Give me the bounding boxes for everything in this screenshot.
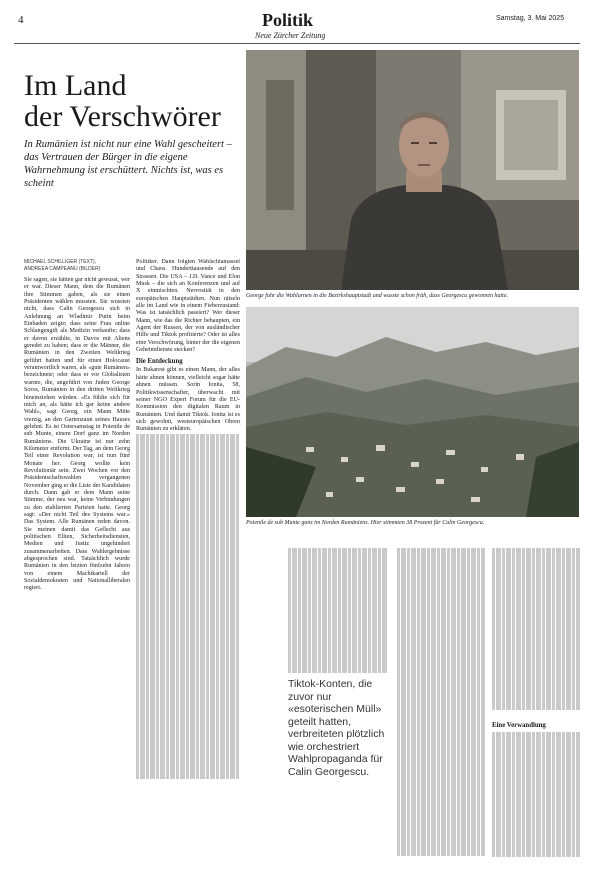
article-headline [24, 70, 221, 132]
article-column-2 [136, 259, 240, 862]
portrait-photo [246, 50, 579, 290]
column-2-continued-text [136, 434, 240, 784]
subhead-entdeckung: Die Entdeckung [136, 358, 183, 366]
article-column-1: Sie sagen, sie hätten gar nicht gewusst, wer er war. Dieser Mann, dem die Rumänen ihre Stimmen gaben, als sie einen Präsidenten wählen mussten. Sie wussten nicht, dass Calin Georgescu sich in Anlehnung an Wladimir Putin beim Einbaden zeigte; dass seine Frau online Schlangengift als Medizin verkaufte; dass er davon erzählte, in Davos mit Aliens geredet zu haben; dass er die Männer, die Rumänien in den Zweiten Weltkrieg geführt hatten und für einen Holocaust verantwortlich waren, als «gute Rumänen» bezeichnete; oder dass er vor Globalisten warnte, die, angeführt von Juden George Soros, Rumänien in den dritten Weltkrieg hineinziehen würden. «Es fühlte sich für mich an, als hätte ich gar keine andere Wahl», sagt Georg, ein Mann Mitte vierzig, an den Gartenzaun seines Hauses gelehnt. Es ist Ostersamstag in Poienile de sub Munte, einem Dorf ganz im Norden Rumäniens. Die Ukraine ist nur zehn Kilometer entfernt. Der Tag, an dem Georg Teil einer Revolution war, ist nun fünf Monate her. Georg wollte kein Revolutionär sein. Zwei Wochen vor den Präsidentschaftswahlen vergangenen November ging er die Liste der Kandidaten durch. Dann gab er dem Mann seine Stimme, der neu war, keine Verbindungen zu den etablierten Parteien hatte. Georg sagt: «Der nicht Teil des Systems war.» Das System. Alle Rumänen reden davon. Sie meinen damit das Geflecht aus politischen Eliten, Sicherheitsdiensten, Medien und Justiz ungehindert zusammenarbeiten. Dass Wahlergebnisse abgesprochen sind. Tatsächlich wurde Rumänien in den letzten fünfzehn Jahren von einem Machtkartell der Sozialdemokraten und Nationalliberalen regiert. [24, 277, 130, 592]
headline-line-1: Im Land [24, 69, 127, 102]
subhead-verwandlung: Eine Verwandlung [492, 722, 546, 729]
page-number: 4 [18, 14, 24, 26]
newspaper-name: Neue Zürcher Zeitung [255, 31, 326, 40]
column-4a-text [492, 548, 580, 714]
column-3b-text [397, 548, 485, 862]
byline-author: MICHAEL SCHILLIGER (TEXT), [24, 259, 97, 265]
issue-date: Samstag, 3. Mai 2025 [496, 15, 565, 22]
headline-line-2: der Verschwörer [24, 100, 221, 133]
pull-quote: Tiktok-Konten, die zuvor nur «esoterischen Müll» geteilt hatten, verbreiteten plötzlich wie orchestriert Wahlpropaganda für Calin Georgescu. [288, 678, 385, 778]
masthead-rule [14, 43, 580, 44]
column-2-text-bottom: In Bukarest gibt es einen Mann, der alles hätte ahnen können, vielleicht sogar hätte ahnen müssen. Sorin Ionita, 58, Politikwissenschafter, überwacht mit seiner NGO Expert Forum für die EU-Kommission den digitalen Raum in Rumänien. Und damit Tiktok. Ionita ist es sich gewohnt, westeuropäischen Ohren Rumänien zu erklären. [136, 367, 240, 433]
article-lead: In Rumänien ist nicht nur eine Wahl gescheitert – das Vertrauen der Bürger in die eigene Wahrnehmung ist erschüttert. Nichts ist, was es scheint [24, 139, 232, 189]
landscape-photo-image [246, 307, 579, 517]
byline-photographer: ANDREEA CAMPEANU (BILDER) [24, 266, 101, 272]
column-3a-text [288, 548, 388, 674]
landscape-photo [246, 307, 579, 517]
section-title: Politik [262, 10, 314, 30]
landscape-caption: Poienile de sub Munte ganz im Norden Rumäniens. Hier stimmten 38 Prozent für Calin Georgescu. [246, 520, 485, 526]
column-2-text-top: Politiker. Dann folgten Wahlschlamassel und Chaos. Hunderttausende auf den Strassen. Die USA – J.D. Vance und Elon Musk – die sich an Konferenzen und auf X einmischten. Nervosität in den europäischen Hauptstädten. Nun rätseln alle im Land wie in einem Fieberzustand: Was ist tatsächlich passiert? Wer dieser Mann, wie das die Richter behaupten, ein Agent der Russen, der von ausländischer Hilfe und Tiktok profitierte? Oder ist alles eine Verschwörung, hinter der die eigenen Geheimdienste stecken? [136, 259, 240, 354]
byline [24, 259, 100, 273]
column-4b-text [492, 732, 580, 862]
portrait-photo-image [246, 50, 579, 290]
portrait-caption: George fuhr die Wahlurnen in die Bezirkshauptstadt und wusste schon früh, dass Georgescu gewonnen hatte. [246, 293, 508, 299]
